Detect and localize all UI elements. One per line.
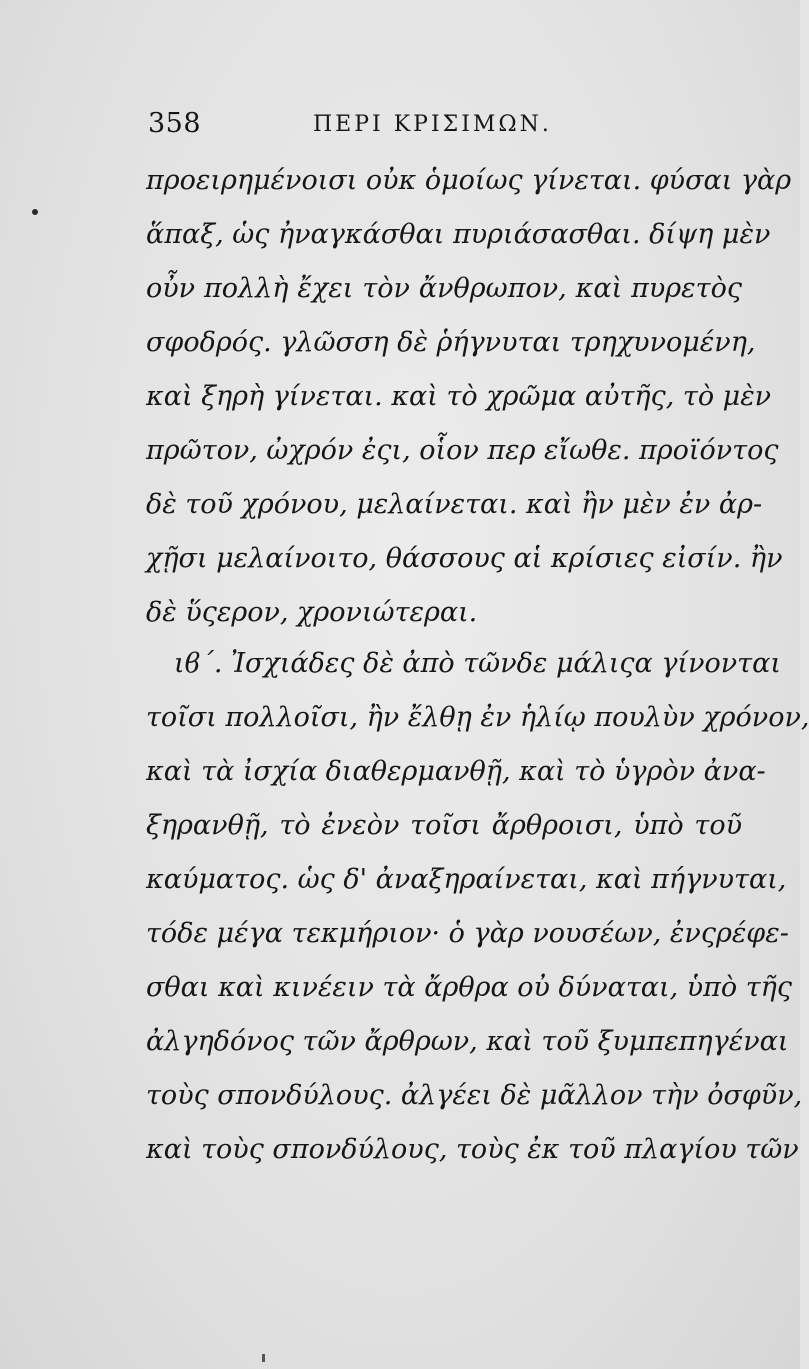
running-head [148, 108, 708, 148]
text-line: καὶ ξηρὴ γίνεται. καὶ τὸ χρῶμα αὐτῆς, τὸ μὲν [146, 381, 772, 412]
ink-speck [32, 209, 38, 215]
text-line: ιϐ΄. Ἰσχιάδες δὲ ἀπὸ τῶνδε μάλιςα γίνονται [174, 648, 781, 679]
paragraph-1 [146, 154, 792, 640]
text-line: τοὺς σπονδύλους. ἀλγέει δὲ μᾶλλον τὴν ὀσφῦν, [146, 1080, 803, 1111]
text-line: καὶ τοὺς σπονδύλους, τοὺς ἐκ τοῦ πλαγίου τῶν [146, 1134, 799, 1165]
text-line: δὲ τοῦ χρόνου, μελαίνεται. καὶ ἢν μὲν ἐν ἀρ- [146, 489, 763, 520]
text-line: τόδε μέγα τεκμήριον· ὁ γὰρ νουσέων, ἐνςρέφε- [146, 918, 789, 949]
text-line: πρῶτον, ὠχρόν ἐςι, οἷον περ εἴωθε. προϊόντος [146, 435, 779, 466]
text-line: χῇσι μελαίνοιτο, θάσσους αἱ κρίσιες εἰσίν. ἢν [146, 543, 783, 574]
text-line: ξηρανθῇ, τὸ ἐνεὸν τοῖσι ἄρθροισι, ὑπὸ τοῦ [146, 810, 742, 841]
page-number: 358 [148, 108, 202, 139]
text-line: ἅπαξ, ὡς ἠναγκάσθαι πυριάσασθαι. δίψη μὲν [146, 219, 771, 250]
text-line: σθαι καὶ κινέειν τὰ ἄρθρα οὐ δύναται, ὑπὸ τῆς [146, 972, 792, 1003]
text-line: καύματος. ὡς δ' ἀναξηραίνεται, καὶ πήγνυται, [146, 864, 787, 895]
paragraph-2 [146, 637, 809, 1177]
text-line: καὶ τὰ ἰσχία διαθερμανθῇ, καὶ τὸ ὑγρὸν ἀνα- [146, 756, 766, 787]
text-line: οὖν πολλὴ ἔχει τὸν ἄνθρωπον, καὶ πυρετὸς [146, 273, 742, 304]
text-line: προειρημένοισι οὐκ ὁμοίως γίνεται. φύσαι γὰρ [146, 165, 792, 196]
text-line: σφοδρός. γλῶσση δὲ ῥήγνυται τρηχυνομένη, [146, 327, 756, 358]
text-line: δὲ ὕςερον, χρονιώτεραι. [146, 597, 478, 628]
header-title: ΠΕΡΙ ΚΡΙΣΙΜΩΝ. [313, 112, 552, 137]
ink-mark [262, 1354, 265, 1362]
text-line: τοῖσι πολλοῖσι, ἢν ἔλθῃ ἐν ἡλίῳ πουλὺν χρόνον, [146, 702, 809, 733]
text-line: ἀλγηδόνος τῶν ἄρθρων, καὶ τοῦ ξυμπεπηγέναι [146, 1026, 789, 1057]
